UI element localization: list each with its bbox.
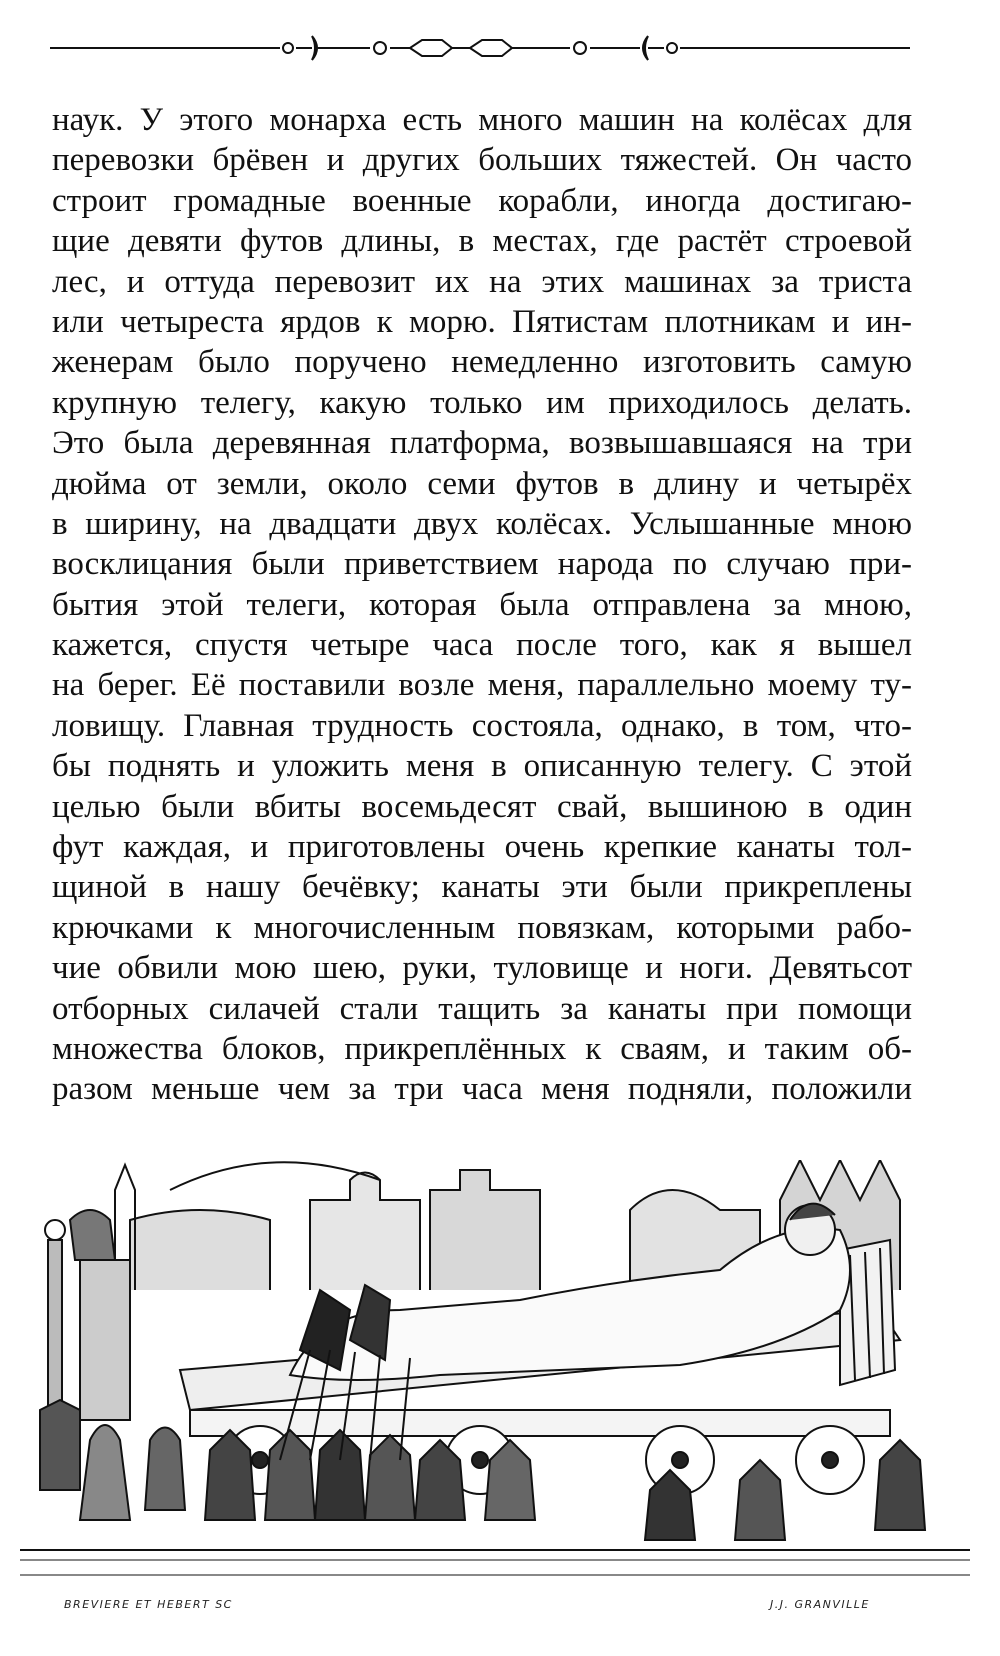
text-line: фут каждая, и приготовлены очень крепкие канаты тол- bbox=[52, 829, 912, 866]
text-line: ловищу. Главная трудность состояла, однако, в том, что- bbox=[52, 707, 912, 744]
text-line: на берег. Её поставили возле меня, параллельно моему ту- bbox=[52, 667, 912, 704]
text-line: разом меньше чем за три часа меня подняли, положили bbox=[52, 1071, 912, 1108]
text-line: наук. У этого монарха есть много машин на колёсах для bbox=[52, 102, 912, 138]
text-line: строит громадные военные корабли, иногда достигаю- bbox=[52, 182, 912, 219]
text-line: крючками к многочисленным повязкам, которыми рабо- bbox=[52, 909, 912, 946]
text-line: Это была деревянная платформа, возвышавшаяся на три bbox=[52, 425, 912, 462]
text-line: перевозки брёвен и других больших тяжестей. Он часто bbox=[52, 142, 912, 179]
text-line: чие обвили мою шею, руки, туловище и ноги. Девятьсот bbox=[52, 950, 912, 987]
engraving-illustration bbox=[20, 1160, 970, 1610]
text-line: щиной в нашу бечёвку; канаты эти были прикреплены bbox=[52, 869, 912, 906]
engraver-caption-right: J.J. GRANVILLE bbox=[770, 1598, 870, 1611]
text-line: дюйма от земли, около семи футов в длину и четырёх bbox=[52, 465, 912, 502]
text-line: отборных силачей стали тащить за канаты при помощи bbox=[52, 990, 912, 1027]
text-line: крупную телегу, какую только им приходилось делать. bbox=[52, 384, 912, 421]
text-line: кажется, спустя четыре часа после того, как я вышел bbox=[52, 627, 912, 664]
body-text bbox=[52, 100, 912, 1110]
text-line: щие девяти футов длины, в местах, где растёт строевой bbox=[52, 223, 912, 260]
header-ornament bbox=[50, 28, 910, 68]
text-line: женерам было поручено немедленно изготовить самую bbox=[52, 344, 912, 381]
text-line: бы поднять и уложить меня в описанную телегу. С этой bbox=[52, 748, 912, 785]
text-line: бытия этой телеги, которая была отправлена за мною, bbox=[52, 586, 912, 623]
text-line: в ширину, на двадцати двух колёсах. Услышанные мною bbox=[52, 505, 912, 542]
text-line: восклицания были приветствием народа по случаю при- bbox=[52, 546, 912, 583]
text-line: целью были вбиты восемьдесят свай, вышиною в один bbox=[52, 788, 912, 825]
text-line: лес, и оттуда перевозит их на этих машинах за триста bbox=[52, 263, 912, 300]
text-line: или четыреста ярдов к морю. Пятистам плотникам и ин- bbox=[52, 303, 912, 340]
text-line: множества блоков, прикреплённых к сваям, и таким об- bbox=[52, 1030, 912, 1067]
engraver-caption-left: BREVIERE ET HEBERT SC bbox=[64, 1598, 233, 1611]
